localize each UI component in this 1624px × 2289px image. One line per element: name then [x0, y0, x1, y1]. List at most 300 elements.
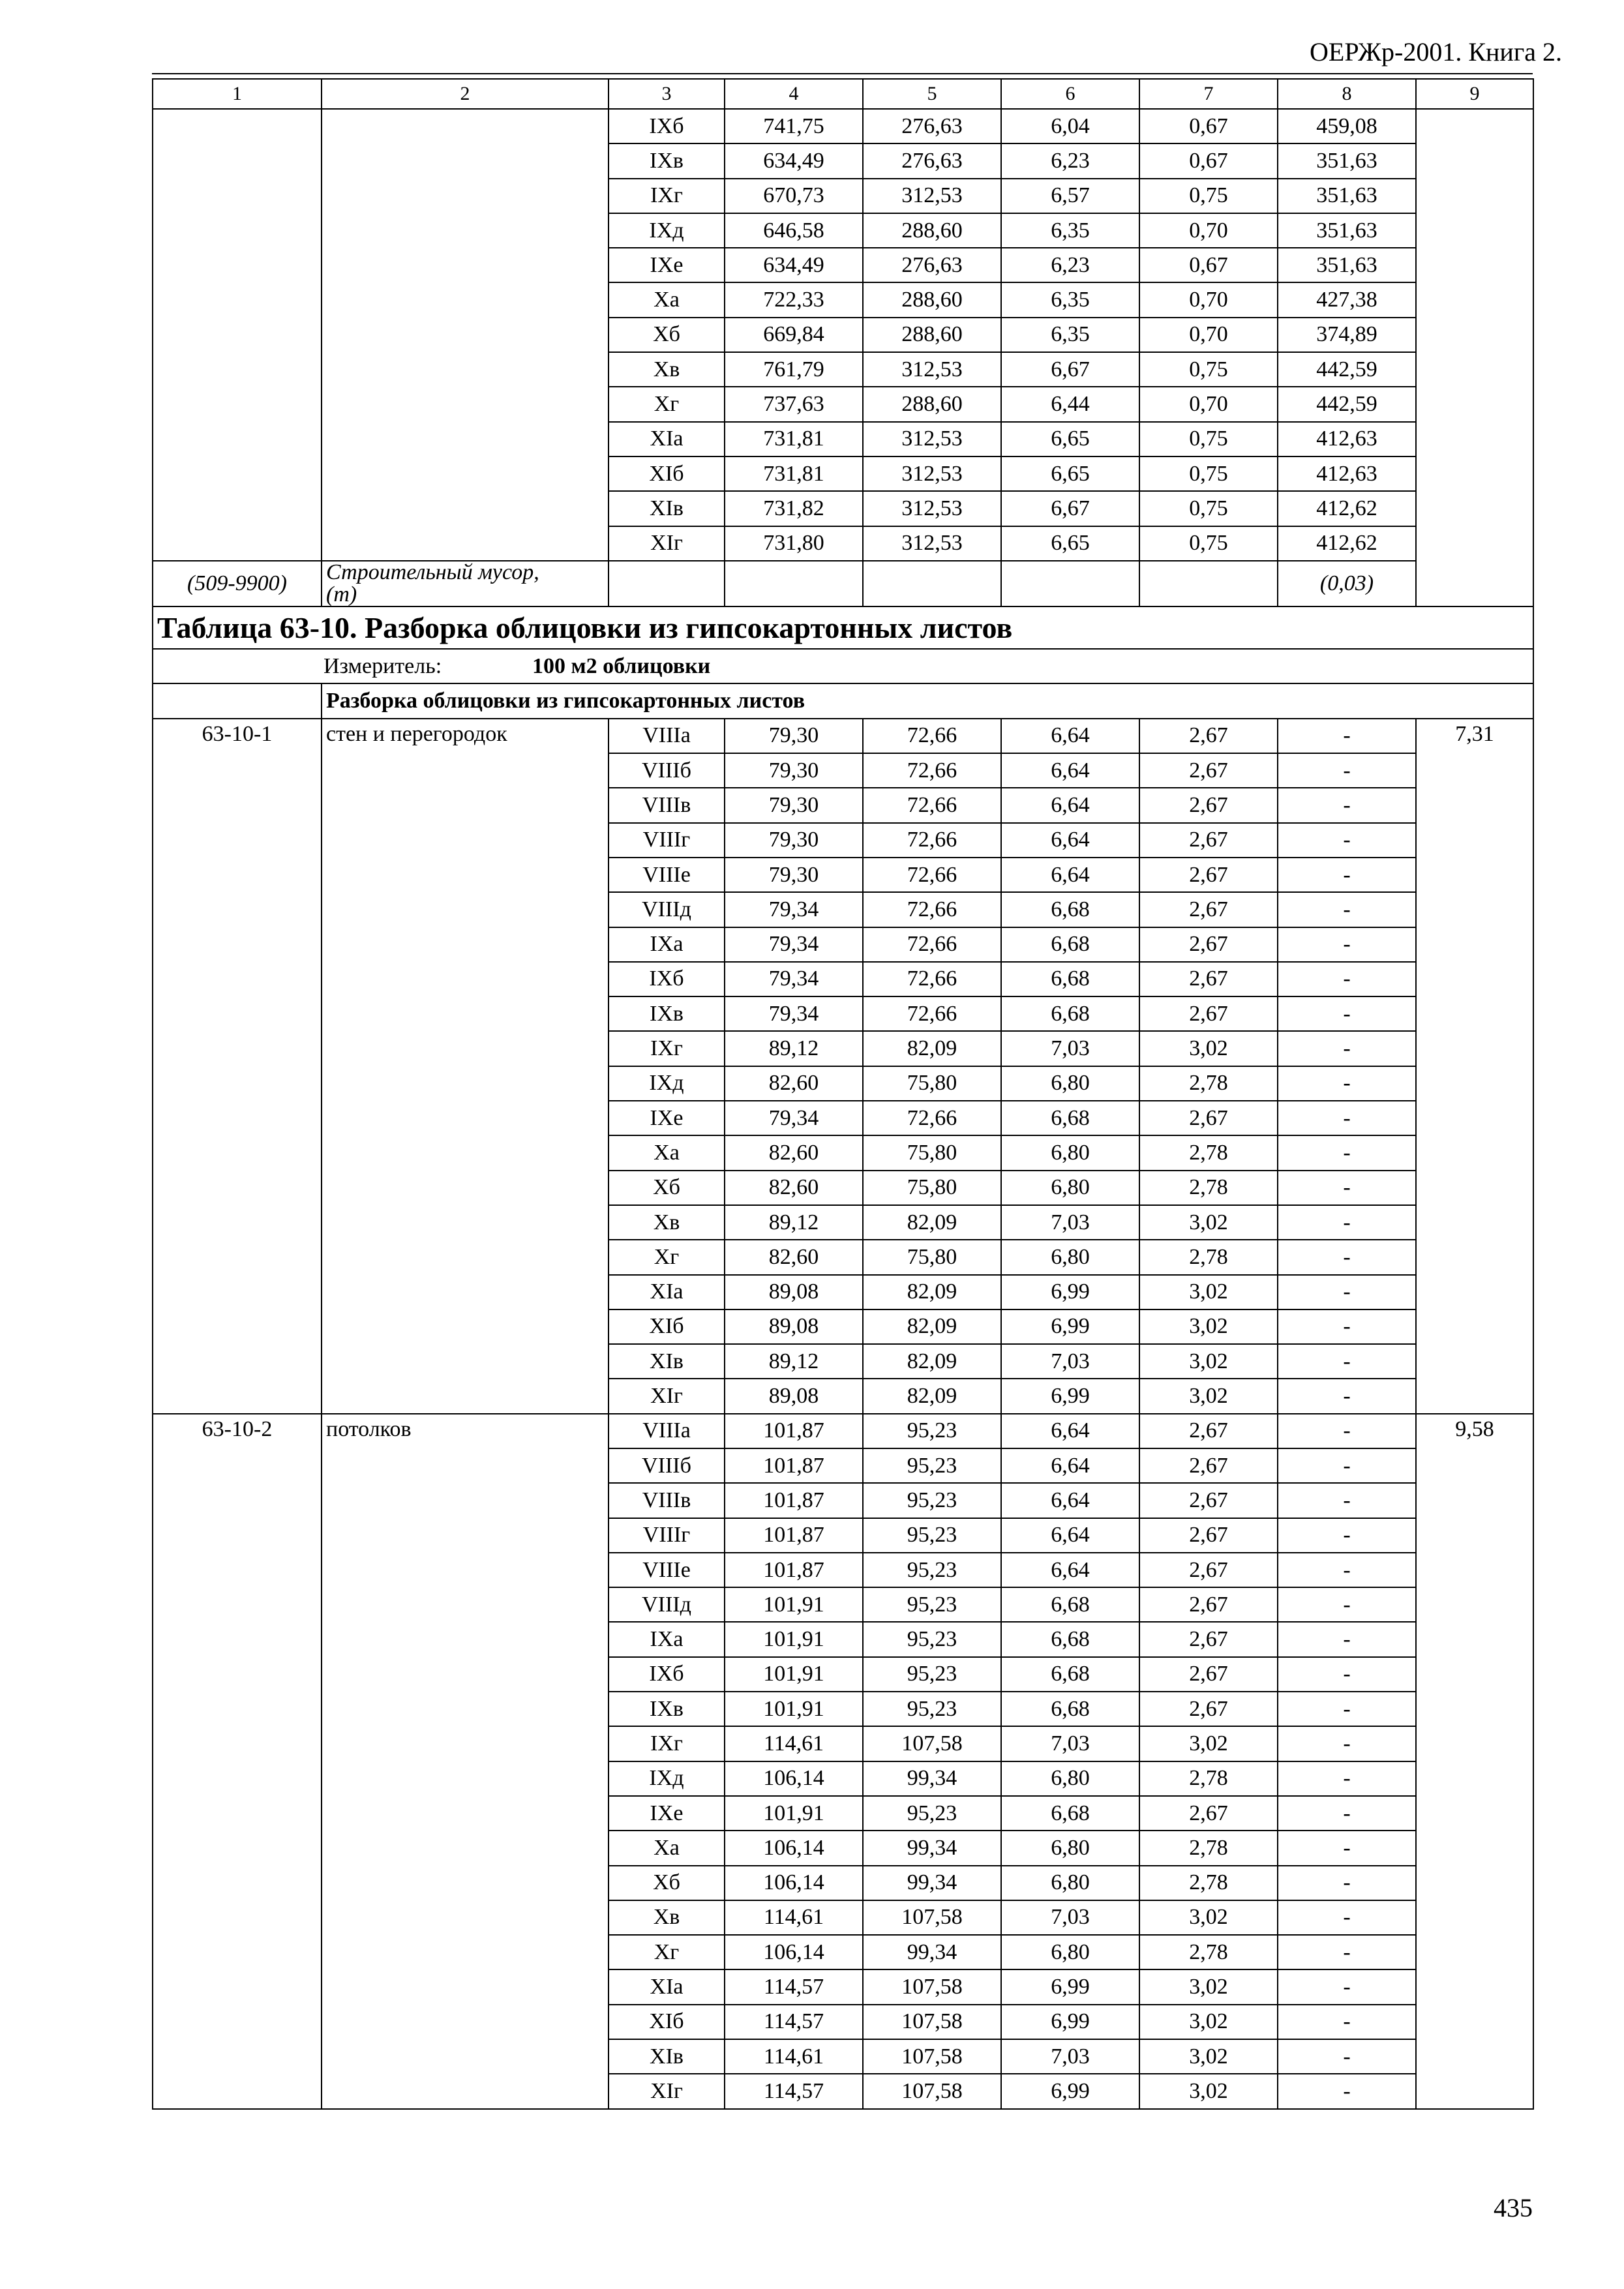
zone-cell: VIIIв: [609, 1483, 725, 1518]
column-number: 8: [1278, 79, 1416, 109]
value-cell-c5: 82,09: [863, 1205, 1001, 1240]
zone-cell: IXв: [609, 143, 725, 178]
value-cell-c4: 79,34: [725, 927, 863, 962]
value-cell-c7: 2,67: [1139, 996, 1278, 1031]
value-cell-c7: 0,70: [1139, 318, 1278, 352]
value-cell-c4: 114,61: [725, 2039, 863, 2074]
value-cell-c6: 6,04: [1001, 109, 1139, 143]
value-cell-c8: -: [1278, 1761, 1416, 1796]
value-cell-c8: -: [1278, 1483, 1416, 1518]
value-cell-c6: 6,80: [1001, 1171, 1139, 1205]
value-cell-c5: 107,58: [863, 2005, 1001, 2039]
value-cell-c8: 351,63: [1278, 248, 1416, 282]
code-cell-empty: [153, 109, 322, 561]
value-cell-c4: 89,08: [725, 1379, 863, 1413]
table-title-row: [153, 606, 1533, 649]
value-cell-c6: 6,64: [1001, 753, 1139, 788]
value-cell-c8: -: [1278, 1344, 1416, 1379]
value-cell-c7: 3,02: [1139, 1900, 1278, 1935]
zone-cell: XIб: [609, 456, 725, 491]
zone-cell: XIв: [609, 2039, 725, 2074]
value-cell-c8: -: [1278, 858, 1416, 892]
value-cell-c4: 89,12: [725, 1205, 863, 1240]
value-cell-c8: 459,08: [1278, 109, 1416, 143]
value-cell-c8: -: [1278, 927, 1416, 962]
unit-row: [153, 649, 1533, 683]
value-cell-c8: -: [1278, 1101, 1416, 1135]
zone-cell: XIб: [609, 1309, 725, 1344]
value-cell-c7: 2,67: [1139, 1414, 1278, 1448]
value-cell-c6: 7,03: [1001, 1726, 1139, 1761]
value-cell-c8: -: [1278, 1969, 1416, 2004]
value-cell-c5: 288,60: [863, 387, 1001, 421]
value-cell-c6: 6,68: [1001, 1657, 1139, 1692]
zone-cell: IXв: [609, 1692, 725, 1726]
zone-cell: IXд: [609, 213, 725, 248]
value-cell-c6: 6,68: [1001, 962, 1139, 996]
zone-cell: XIв: [609, 1344, 725, 1379]
value-cell-c4: 669,84: [725, 318, 863, 352]
value-cell-c8: -: [1278, 1692, 1416, 1726]
value-cell-c6: 6,64: [1001, 719, 1139, 753]
section-title: Разборка облицовки из гипсокартонных листов: [322, 683, 1533, 718]
value-cell-c6: 6,64: [1001, 858, 1139, 892]
debris-name-line1: Строительный мусор,: [326, 560, 539, 584]
value-cell-c4: 101,87: [725, 1553, 863, 1587]
value-cell-c5: 72,66: [863, 858, 1001, 892]
value-cell-c5: 312,53: [863, 352, 1001, 387]
value-cell-c7: 2,67: [1139, 1101, 1278, 1135]
value-cell-c5: 288,60: [863, 213, 1001, 248]
running-header: ОЕРЖр-2001. Книга 2.: [1310, 37, 1562, 67]
value-cell-c7: 0,75: [1139, 526, 1278, 561]
value-cell-c4: 101,87: [725, 1483, 863, 1518]
zone-cell: IXе: [609, 1796, 725, 1831]
value-cell-c7: 2,78: [1139, 1935, 1278, 1969]
value-cell-c5: 75,80: [863, 1240, 1001, 1274]
column-number: 2: [322, 79, 609, 109]
value-cell-c7: 0,75: [1139, 422, 1278, 456]
value-cell-c5: 72,66: [863, 996, 1001, 1031]
value-cell-c7: 2,67: [1139, 892, 1278, 927]
value-cell-c4: 79,30: [725, 858, 863, 892]
value-cell-c4: 101,91: [725, 1587, 863, 1622]
value-cell-c4: 101,87: [725, 1448, 863, 1483]
value-cell-c6: 6,64: [1001, 823, 1139, 858]
value-cell-c4: 646,58: [725, 213, 863, 248]
value-cell-c7: 2,67: [1139, 962, 1278, 996]
zone-cell: XIг: [609, 526, 725, 561]
zone-cell: Xг: [609, 1935, 725, 1969]
value-cell-c5: 75,80: [863, 1135, 1001, 1170]
value-cell-c6: 7,03: [1001, 1900, 1139, 1935]
value-cell-c7: 2,67: [1139, 1448, 1278, 1483]
value-cell-c7: 0,70: [1139, 213, 1278, 248]
zone-cell: XIа: [609, 1969, 725, 2004]
value-cell-c7: 3,02: [1139, 1344, 1278, 1379]
value-cell-c5: 95,23: [863, 1553, 1001, 1587]
name-cell-empty: [322, 109, 609, 561]
value-cell-c5: 95,23: [863, 1414, 1001, 1448]
debris-empty-cell: [609, 561, 725, 606]
value-cell-c4: 79,34: [725, 892, 863, 927]
value-cell-c7: 0,75: [1139, 456, 1278, 491]
value-cell-c8: -: [1278, 1553, 1416, 1587]
value-cell-c8: -: [1278, 1379, 1416, 1413]
value-cell-c5: 95,23: [863, 1692, 1001, 1726]
value-cell-c5: 72,66: [863, 719, 1001, 753]
debris-name-line2: (т): [326, 582, 357, 606]
zone-cell: XIв: [609, 491, 725, 526]
value-cell-c8: -: [1278, 1831, 1416, 1865]
value-cell-c4: 89,12: [725, 1344, 863, 1379]
zone-cell: Xа: [609, 282, 725, 317]
value-cell-c5: 82,09: [863, 1275, 1001, 1309]
value-cell-c6: 6,68: [1001, 1101, 1139, 1135]
value-cell-c7: 0,70: [1139, 282, 1278, 317]
column-number: 5: [863, 79, 1001, 109]
item-name: потолков: [322, 1414, 609, 2109]
value-cell-c8: -: [1278, 719, 1416, 753]
value-cell-c6: 6,68: [1001, 892, 1139, 927]
value-cell-c4: 106,14: [725, 1935, 863, 1969]
debris-empty-cell: [863, 561, 1001, 606]
value-cell-c8: 351,63: [1278, 179, 1416, 213]
column-number: 1: [153, 79, 322, 109]
zone-cell: VIIIа: [609, 1414, 725, 1448]
zone-cell: IXг: [609, 179, 725, 213]
value-cell-c8: -: [1278, 1796, 1416, 1831]
value-cell-c7: 2,78: [1139, 1171, 1278, 1205]
value-cell-c5: 99,34: [863, 1935, 1001, 1969]
value-cell-c5: 72,66: [863, 823, 1001, 858]
column-number: 4: [725, 79, 863, 109]
zone-cell: Xг: [609, 387, 725, 421]
value-cell-c6: 6,65: [1001, 456, 1139, 491]
value-cell-c4: 106,14: [725, 1866, 863, 1900]
header-rule: [152, 73, 1533, 74]
value-cell-c5: 312,53: [863, 456, 1001, 491]
value-cell-c7: 2,67: [1139, 1483, 1278, 1518]
value-cell-c4: 670,73: [725, 179, 863, 213]
value-cell-c6: 6,64: [1001, 1414, 1139, 1448]
value-cell-c5: 82,09: [863, 1379, 1001, 1413]
zone-cell: IXв: [609, 996, 725, 1031]
value-cell-c7: 2,67: [1139, 927, 1278, 962]
value-cell-c4: 101,91: [725, 1692, 863, 1726]
debris-row: [153, 561, 1533, 606]
page-number: 435: [1494, 2193, 1533, 2222]
value-cell-c8: -: [1278, 1935, 1416, 1969]
value-cell-c6: 6,64: [1001, 1448, 1139, 1483]
unit-label: Измеритель:: [323, 653, 442, 678]
value-cell-c8: -: [1278, 996, 1416, 1031]
value-cell-c6: 6,64: [1001, 788, 1139, 822]
value-cell-c8: 374,89: [1278, 318, 1416, 352]
debris-empty-cell: [1139, 561, 1278, 606]
section-spacer: [153, 683, 322, 718]
value-cell-c8: -: [1278, 753, 1416, 788]
value-cell-c7: 0,70: [1139, 387, 1278, 421]
table-title: Таблица 63-10. Разборка облицовки из гипсокартонных листов: [153, 606, 1533, 649]
value-cell-c8: 351,63: [1278, 143, 1416, 178]
zone-cell: IXг: [609, 1726, 725, 1761]
value-cell-c5: 95,23: [863, 1657, 1001, 1692]
value-cell-c8: 412,63: [1278, 422, 1416, 456]
value-cell-c4: 79,30: [725, 823, 863, 858]
value-cell-c8: -: [1278, 1031, 1416, 1066]
value-cell-c5: 99,34: [863, 1761, 1001, 1796]
value-cell-c5: 82,09: [863, 1309, 1001, 1344]
value-cell-c6: 7,03: [1001, 2039, 1139, 2074]
value-cell-c5: 72,66: [863, 927, 1001, 962]
debris-empty-cell: [1001, 561, 1139, 606]
value-cell-c4: 82,60: [725, 1171, 863, 1205]
value-cell-c5: 95,23: [863, 1448, 1001, 1483]
zone-cell: Xг: [609, 1240, 725, 1274]
value-cell-c5: 72,66: [863, 753, 1001, 788]
value-cell-c5: 312,53: [863, 491, 1001, 526]
value-cell-c7: 2,78: [1139, 1761, 1278, 1796]
value-cell-c7: 3,02: [1139, 1275, 1278, 1309]
value-cell-c7: 3,02: [1139, 2039, 1278, 2074]
value-cell-c7: 0,67: [1139, 109, 1278, 143]
value-cell-c5: 312,53: [863, 179, 1001, 213]
zone-cell: XIг: [609, 2074, 725, 2108]
value-cell-c6: 6,99: [1001, 2074, 1139, 2108]
zone-cell: IXб: [609, 962, 725, 996]
table-row: [153, 1414, 1533, 1448]
column-number: 7: [1139, 79, 1278, 109]
value-cell-c7: 2,67: [1139, 1692, 1278, 1726]
value-cell-c5: 95,23: [863, 1518, 1001, 1553]
value-cell-c8: -: [1278, 1275, 1416, 1309]
value-cell-c7: 0,67: [1139, 248, 1278, 282]
value-cell-c8: -: [1278, 1309, 1416, 1344]
value-cell-c5: 288,60: [863, 282, 1001, 317]
zone-cell: Xб: [609, 318, 725, 352]
zone-cell: VIIIг: [609, 1518, 725, 1553]
value-cell-c4: 101,91: [725, 1622, 863, 1656]
zone-cell: XIа: [609, 1275, 725, 1309]
value-cell-c5: 95,23: [863, 1483, 1001, 1518]
value-cell-c7: 3,02: [1139, 2005, 1278, 2039]
value-cell-c4: 89,08: [725, 1309, 863, 1344]
value-cell-c4: 114,57: [725, 2005, 863, 2039]
value-cell-c8: -: [1278, 1657, 1416, 1692]
value-cell-c6: 6,80: [1001, 1761, 1139, 1796]
value-cell-c6: 6,68: [1001, 996, 1139, 1031]
value-cell-c5: 72,66: [863, 892, 1001, 927]
item-col9: 7,31: [1416, 719, 1533, 1414]
value-cell-c5: 99,34: [863, 1831, 1001, 1865]
value-cell-c7: 3,02: [1139, 1031, 1278, 1066]
value-cell-c7: 3,02: [1139, 1379, 1278, 1413]
value-cell-c4: 82,60: [725, 1066, 863, 1101]
unit-value: 100 м2 облицовки: [532, 653, 711, 678]
value-cell-c6: 6,68: [1001, 927, 1139, 962]
value-cell-c6: 6,35: [1001, 318, 1139, 352]
value-cell-c6: 6,23: [1001, 248, 1139, 282]
zone-cell: VIIIд: [609, 1587, 725, 1622]
value-cell-c7: 3,02: [1139, 1205, 1278, 1240]
value-cell-c6: 6,65: [1001, 422, 1139, 456]
zone-cell: Xб: [609, 1866, 725, 1900]
value-cell-c4: 114,61: [725, 1900, 863, 1935]
value-cell-c6: 6,64: [1001, 1518, 1139, 1553]
value-cell-c4: 731,81: [725, 456, 863, 491]
section-row: [153, 683, 1533, 718]
value-cell-c7: 2,67: [1139, 753, 1278, 788]
value-cell-c8: 427,38: [1278, 282, 1416, 317]
value-cell-c6: 7,03: [1001, 1344, 1139, 1379]
item-code: 63-10-2: [153, 1414, 322, 2109]
value-cell-c7: 2,78: [1139, 1866, 1278, 1900]
value-cell-c7: 3,02: [1139, 2074, 1278, 2108]
value-cell-c4: 761,79: [725, 352, 863, 387]
value-cell-c7: 2,67: [1139, 1796, 1278, 1831]
value-cell-c5: 72,66: [863, 788, 1001, 822]
value-cell-c8: 412,62: [1278, 491, 1416, 526]
value-cell-c6: 6,68: [1001, 1622, 1139, 1656]
value-cell-c7: 3,02: [1139, 1969, 1278, 2004]
value-cell-c7: 2,67: [1139, 1553, 1278, 1587]
value-cell-c7: 2,67: [1139, 1622, 1278, 1656]
column-number: 3: [609, 79, 725, 109]
value-cell-c8: -: [1278, 1448, 1416, 1483]
value-cell-c6: 7,03: [1001, 1031, 1139, 1066]
value-cell-c7: 2,78: [1139, 1240, 1278, 1274]
zone-cell: IXа: [609, 927, 725, 962]
value-cell-c6: 6,99: [1001, 1379, 1139, 1413]
value-cell-c6: 6,57: [1001, 179, 1139, 213]
value-cell-c4: 79,34: [725, 1101, 863, 1135]
value-cell-c5: 82,09: [863, 1344, 1001, 1379]
value-cell-c8: -: [1278, 823, 1416, 858]
value-cell-c4: 79,34: [725, 996, 863, 1031]
value-cell-c4: 106,14: [725, 1761, 863, 1796]
debris-value: (0,03): [1278, 561, 1416, 606]
zone-cell: VIIIд: [609, 892, 725, 927]
value-cell-c4: 89,12: [725, 1031, 863, 1066]
value-cell-c7: 2,67: [1139, 719, 1278, 753]
value-cell-c6: 6,80: [1001, 1866, 1139, 1900]
value-cell-c5: 75,80: [863, 1066, 1001, 1101]
value-cell-c6: 6,99: [1001, 1275, 1139, 1309]
value-cell-c4: 79,30: [725, 719, 863, 753]
value-cell-c7: 2,67: [1139, 1657, 1278, 1692]
value-cell-c8: -: [1278, 1066, 1416, 1101]
zone-cell: IXб: [609, 109, 725, 143]
value-cell-c5: 75,80: [863, 1171, 1001, 1205]
value-cell-c7: 2,78: [1139, 1135, 1278, 1170]
item-col9: 9,58: [1416, 1414, 1533, 2109]
value-cell-c8: -: [1278, 962, 1416, 996]
value-cell-c6: 6,64: [1001, 1553, 1139, 1587]
value-cell-c5: 95,23: [863, 1587, 1001, 1622]
value-cell-c7: 2,67: [1139, 1587, 1278, 1622]
value-cell-c4: 82,60: [725, 1135, 863, 1170]
value-cell-c8: 351,63: [1278, 213, 1416, 248]
value-cell-c8: 442,59: [1278, 352, 1416, 387]
value-cell-c8: -: [1278, 1171, 1416, 1205]
zone-cell: Xв: [609, 1205, 725, 1240]
zone-cell: XIг: [609, 1379, 725, 1413]
value-cell-c7: 0,67: [1139, 143, 1278, 178]
value-cell-c4: 106,14: [725, 1831, 863, 1865]
value-cell-c7: 2,78: [1139, 1066, 1278, 1101]
value-cell-c6: 6,99: [1001, 1309, 1139, 1344]
zone-cell: VIIIг: [609, 823, 725, 858]
value-cell-c5: 107,58: [863, 2039, 1001, 2074]
value-cell-c5: 82,09: [863, 1031, 1001, 1066]
value-cell-c5: 107,58: [863, 1969, 1001, 2004]
zone-cell: Xа: [609, 1135, 725, 1170]
value-cell-c4: 101,91: [725, 1657, 863, 1692]
value-cell-c4: 101,91: [725, 1796, 863, 1831]
value-cell-c6: 6,44: [1001, 387, 1139, 421]
zone-cell: VIIIб: [609, 753, 725, 788]
value-cell-c6: 6,68: [1001, 1692, 1139, 1726]
value-cell-c5: 107,58: [863, 1900, 1001, 1935]
column-number: 9: [1416, 79, 1533, 109]
value-cell-c4: 114,61: [725, 1726, 863, 1761]
value-cell-c4: 114,57: [725, 1969, 863, 2004]
value-cell-c4: 731,82: [725, 491, 863, 526]
value-cell-c4: 722,33: [725, 282, 863, 317]
value-cell-c8: -: [1278, 2074, 1416, 2108]
value-cell-c4: 79,30: [725, 753, 863, 788]
value-cell-c5: 107,58: [863, 2074, 1001, 2108]
value-cell-c6: 6,67: [1001, 352, 1139, 387]
value-cell-c4: 79,34: [725, 962, 863, 996]
zone-cell: Xв: [609, 352, 725, 387]
value-cell-c4: 731,81: [725, 422, 863, 456]
value-cell-c8: -: [1278, 788, 1416, 822]
value-cell-c6: 6,80: [1001, 1935, 1139, 1969]
value-cell-c4: 82,60: [725, 1240, 863, 1274]
value-cell-c7: 2,67: [1139, 788, 1278, 822]
value-cell-c4: 634,49: [725, 143, 863, 178]
value-cell-c8: -: [1278, 2039, 1416, 2074]
zone-cell: VIIIа: [609, 719, 725, 753]
value-cell-c7: 2,78: [1139, 1831, 1278, 1865]
zone-cell: VIIIе: [609, 858, 725, 892]
value-cell-c5: 107,58: [863, 1726, 1001, 1761]
value-cell-c5: 72,66: [863, 1101, 1001, 1135]
value-cell-c6: 6,23: [1001, 143, 1139, 178]
value-cell-c8: -: [1278, 1135, 1416, 1170]
zone-cell: Xа: [609, 1831, 725, 1865]
value-cell-c8: -: [1278, 1518, 1416, 1553]
debris-name: [322, 561, 609, 606]
value-cell-c4: 741,75: [725, 109, 863, 143]
unit-cell: [153, 649, 1533, 683]
value-cell-c7: 2,67: [1139, 1518, 1278, 1553]
debris-empty-cell: [725, 561, 863, 606]
zone-cell: IXб: [609, 1657, 725, 1692]
zone-cell: Xв: [609, 1900, 725, 1935]
value-cell-c8: -: [1278, 1414, 1416, 1448]
value-cell-c6: 6,68: [1001, 1796, 1139, 1831]
value-cell-c6: 6,99: [1001, 2005, 1139, 2039]
value-cell-c8: -: [1278, 1726, 1416, 1761]
zone-cell: VIIIв: [609, 788, 725, 822]
zone-cell: Xб: [609, 1171, 725, 1205]
value-cell-c8: 442,59: [1278, 387, 1416, 421]
value-cell-c7: 0,75: [1139, 179, 1278, 213]
value-cell-c5: 276,63: [863, 143, 1001, 178]
